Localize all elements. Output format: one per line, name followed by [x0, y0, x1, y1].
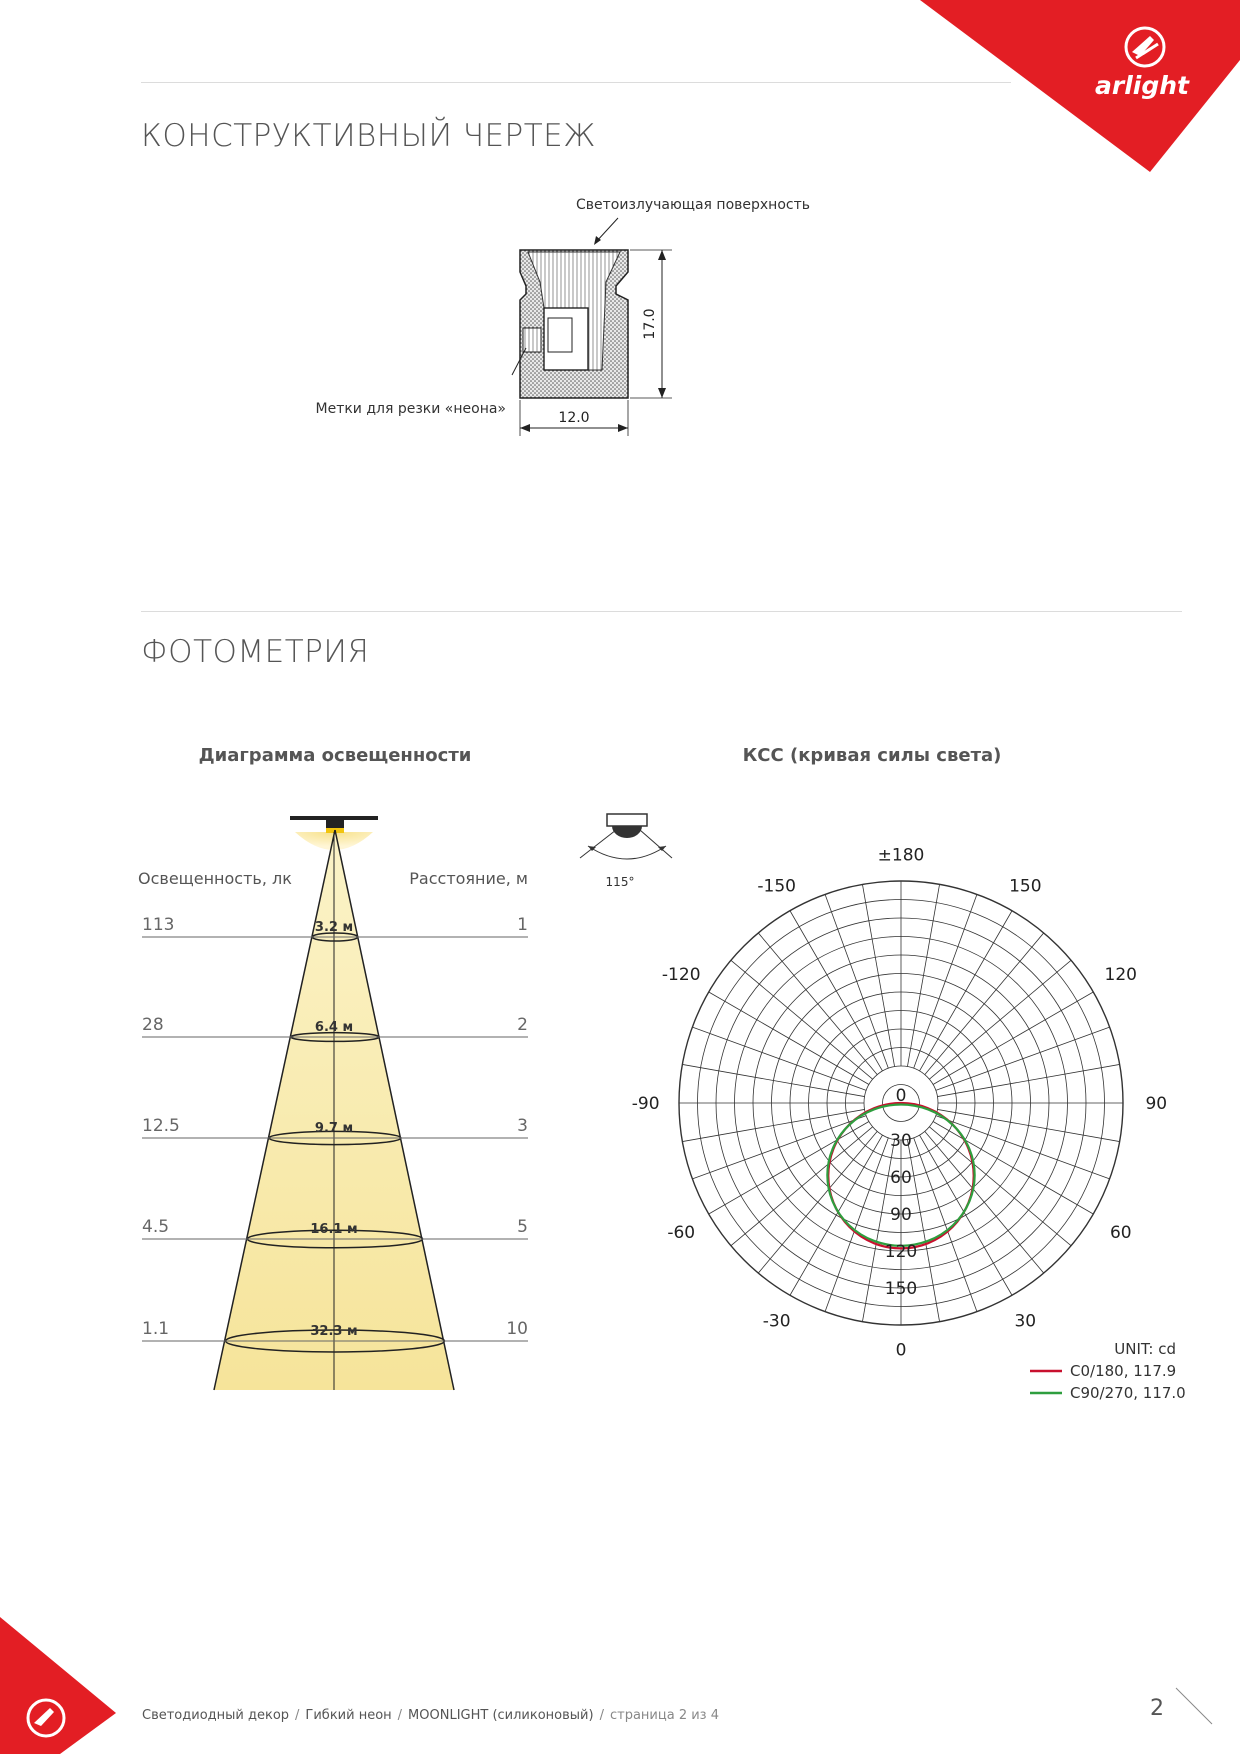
legend [1030, 1362, 1186, 1402]
angle-label: 30 [1014, 1311, 1037, 1332]
radial-tick-label: 90 [890, 1205, 912, 1225]
angle-label: -120 [661, 965, 701, 986]
radial-tick-label: 150 [884, 1279, 918, 1299]
radial-tick-label: 30 [890, 1131, 912, 1151]
angle-label: -90 [631, 1094, 660, 1114]
section-title-photometry: ФОТОМЕТРИЯ [141, 634, 370, 670]
dim-width: 12.0 [558, 410, 590, 426]
legend-entry: C90/270, 117.0 [1070, 1384, 1186, 1402]
illum-distance-value: 3 [517, 1116, 528, 1136]
illum-diameter-value: 9.7 м [314, 1121, 354, 1136]
luminaire-body [326, 818, 344, 828]
illum-lux-value: 4.5 [142, 1217, 170, 1237]
angle-label: -150 [757, 876, 796, 897]
illum-diameter-value: 16.1 м [310, 1222, 358, 1237]
illum-lux-value: 113 [142, 915, 175, 935]
illum-distance-value: 2 [517, 1015, 528, 1035]
illum-lux-value: 1.1 [142, 1319, 170, 1339]
crumb-neon[interactable]: Гибкий неон [305, 1708, 392, 1723]
illum-diagram-title: Диаграмма освещенности [198, 745, 472, 766]
angle-label: 60 [1109, 1222, 1132, 1243]
illum-lux-value: 12.5 [142, 1116, 180, 1136]
label-cut-marks: Метки для резки «неона» [315, 401, 506, 417]
angle-label: 120 [1104, 965, 1138, 986]
illum-diameter-value: 6.4 м [314, 1020, 354, 1035]
brand-corner-bottom [0, 1605, 120, 1754]
beam-angle-icon [580, 814, 672, 859]
illum-distance-value: 10 [506, 1319, 528, 1339]
legend-entry: C0/180, 117.9 [1070, 1362, 1177, 1380]
illuminance-diagram [130, 800, 540, 1410]
crumb-product[interactable]: MOONLIGHT (силиконовый) [408, 1708, 594, 1723]
brand-triangle [920, 0, 1240, 172]
ksc-diagram-title: КСС (кривая силы света) [742, 745, 1002, 766]
footer-breadcrumb: Светодиодный декор / Гибкий неон / MOONLIGHT (силиконовый) / страница 2 из 4 [142, 1708, 719, 1723]
illum-distance-value: 5 [517, 1217, 528, 1237]
radial-tick-label: 120 [884, 1242, 918, 1262]
beam-angle-label: 115° [605, 875, 635, 889]
angle-label: 0 [895, 1340, 907, 1361]
divider-middle [141, 611, 1182, 612]
angle-label: ±180 [877, 845, 925, 866]
illum-lux-value: 28 [142, 1015, 164, 1035]
crumb-decor[interactable]: Светодиодный декор [142, 1708, 290, 1723]
illum-diameter-value: 32.3 м [310, 1324, 358, 1339]
illum-left-header: Освещенность, лк [138, 869, 292, 888]
radial-tick-label: 60 [890, 1168, 912, 1188]
illum-distance-value: 1 [517, 915, 528, 935]
angle-label: -60 [667, 1222, 696, 1243]
construction-drawing [300, 190, 860, 450]
section-title-drawing: КОНСТРУКТИВНЫЙ ЧЕРТЕЖ [141, 118, 596, 154]
radial-tick-label: 0 [895, 1086, 907, 1106]
angle-label: 150 [1009, 876, 1042, 897]
unit-label: UNIT: cd [1114, 1340, 1176, 1358]
illum-right-header: Расстояние, м [409, 869, 528, 888]
dim-height: 17.0 [642, 308, 658, 340]
page-number: 2 [1150, 1696, 1164, 1721]
led-chip [548, 318, 572, 352]
brand-corner [920, 0, 1240, 180]
angle-label: -30 [762, 1311, 791, 1332]
label-emitting-surface: Светоизлучающая поверхность [576, 197, 810, 213]
divider-top [141, 82, 1011, 83]
page-corner-icon [1174, 1686, 1214, 1726]
page-indicator: страница 2 из 4 [609, 1708, 719, 1723]
angle-label: 90 [1145, 1094, 1168, 1114]
illum-diameter-value: 3.2 м [314, 920, 354, 935]
ksc-polar-chart [560, 800, 1220, 1420]
brand-logo-text: arlight [1095, 71, 1189, 100]
